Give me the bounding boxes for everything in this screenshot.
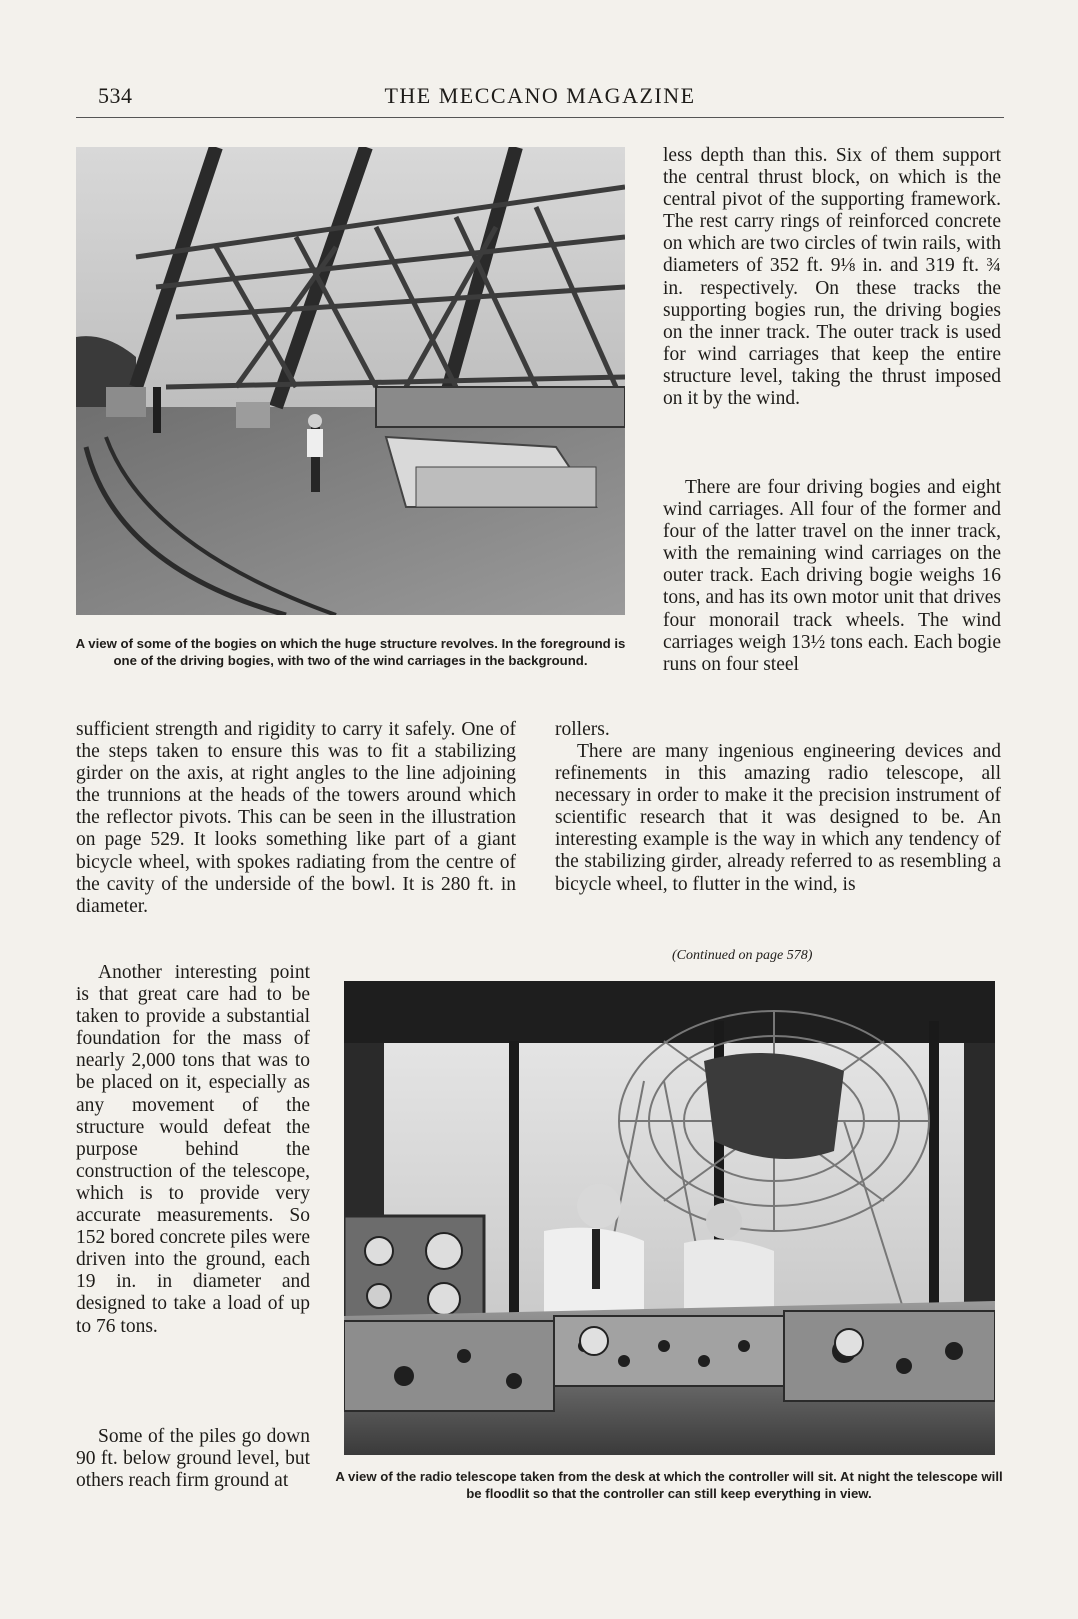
paragraph-piles: Some of the piles go down 90 ft. below ground level, but others reach firm ground at <box>76 1426 310 1492</box>
photo-bogies <box>76 147 625 615</box>
magazine-title: THE MECCANO MAGAZINE <box>384 83 696 108</box>
photo-control-desk <box>344 981 995 1455</box>
page-number: 534 <box>98 83 133 108</box>
bogies-illustration <box>76 147 625 615</box>
paragraph-thrust-block: less depth than this. Six of them support the central thrust block, on which is the central pivot of the supporting framework. The rest carry rings of reinforced concrete on which are two circles of twin rails, with diameters of 352 ft. 9⅛ in. and 319 ft. ¾ in. respectively. On these tracks the supporting bogies run, the driving bogies on the inner track. The outer track is used for wind carriages that keep the entire structure level, taking the thrust imposed on it by the wind. <box>663 145 1001 410</box>
paragraph-engineering-devices: There are many ingenious engineering devices and refinements in this amazing radio telescope, all necessary in order to make it the precision instrument of scientific research that it was designed to be. An interesting example is the way in which any tendency of the stabilizing girder, already referred to as resembling a bicycle wheel, to flutter in the wind, is <box>555 741 1001 895</box>
caption-bogies: A view of some of the bogies on which the huge structure revolves. In the foreground is one of the driving bogies, with two of the wind carriages in the background. <box>75 636 626 668</box>
running-header <box>76 83 1004 118</box>
control-desk-illustration <box>344 981 995 1455</box>
caption-control-desk: A view of the radio telescope taken from the desk at which the controller will sit. At night the telescope will be floodlit so that the controller can still keep everything in view. <box>335 1469 1003 1501</box>
continued-note: (Continued on page 578) <box>672 948 813 963</box>
rollers-text: rollers. <box>555 719 610 740</box>
paragraph-driving-bogies: There are four driving bogies and eight wind carriages. All four of the former and four of the latter travel on the inner track, with the remaining wind carriages on the outer track. Each driving bogie weighs 16 tons, and has its own motor unit that drives four monorail track wheels. The wind carriages weigh 13½ tons each. Each bogie runs on four steel <box>663 477 1001 675</box>
paragraph-stabilizing-girder: sufficient strength and rigidity to carry it safely. One of the steps taken to ensure this was to fit a stabilizing girder on the axis, at right angles to the line adjoining the trunnions at the heads of the towers around which the reflector pivots. This can be seen in the illustration on page 529. It looks something like part of a giant bicycle wheel, with spokes radiating from the centre of the cavity of the underside of the bowl. It is 280 ft. in diameter. <box>76 719 516 917</box>
paragraph-foundation: Another interesting point is that great care had to be taken to provide a substantial foundation for the mass of nearly 2,000 tons that was to be placed on it, especially as any movement of the structure would defeat the purpose behind the construction of the telescope, which is to provide very accurate measurements. So 152 bored concrete piles were driven into the ground, each 19 in. in diameter and designed to take a load of up to 76 tons. <box>76 962 310 1337</box>
